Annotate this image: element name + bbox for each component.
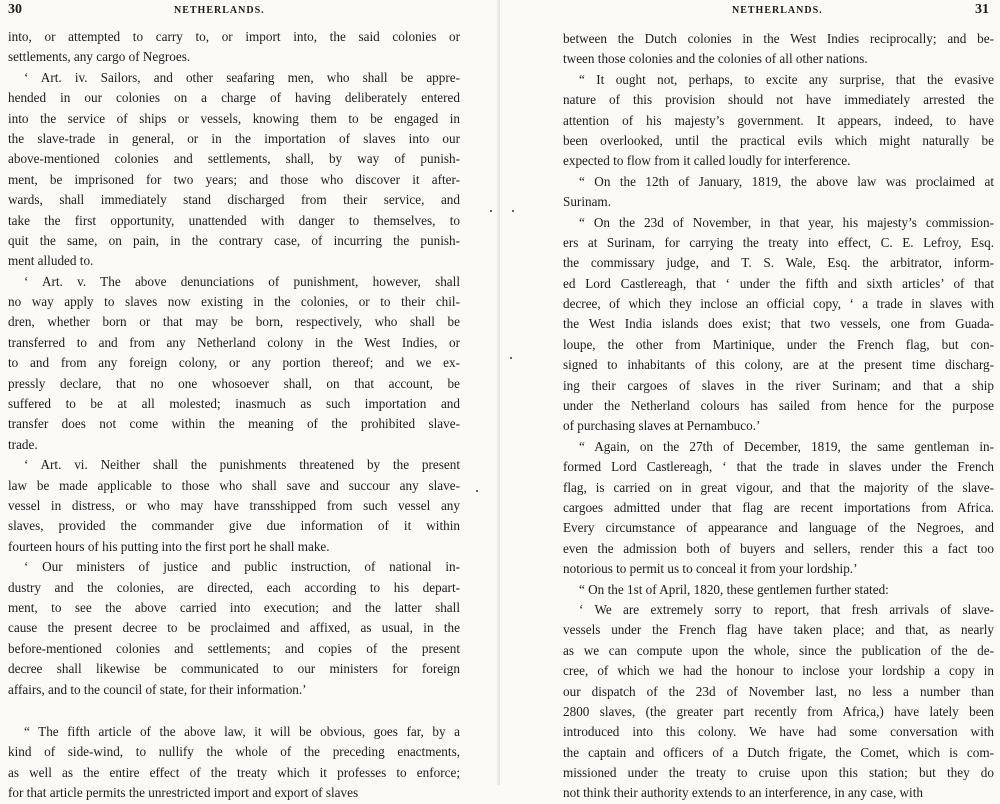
text-line: attention of his majesty’s government. It appears, indeed, to have — [563, 112, 994, 128]
text-line: as well as the entire effect of the treaty which it professes to enforce; — [8, 764, 460, 780]
text-line: “ On the 1st of April, 1820, these gentlemen further stated: — [579, 581, 889, 597]
text-line: ed Lord Castlereagh, that ‘ under the fifth and sixth articles’ of that — [563, 275, 994, 291]
text-line: expected to flow from it called loudly for interference. — [563, 153, 851, 169]
paragraph-gap — [8, 700, 460, 722]
text-line: no way apply to slaves now existing in the colonies, or to their chil- — [8, 294, 460, 310]
margin-speck — [490, 210, 492, 212]
text-line: fourteen hours of his putting into the first port he shall make. — [8, 538, 330, 554]
text-line: the slave-trade in general, or in the importation of slaves into our — [8, 130, 460, 146]
text-line: above-mentioned colonies and settlements, shall, by way of punish- — [8, 151, 460, 167]
text-line: notorious to permit us to conceal it from your lordship.’ — [563, 561, 858, 577]
text-line: decree, of which they inclose an official copy, ‘ a trade in slaves with — [563, 296, 994, 312]
text-line: take the first opportunity, unattended with danger to themselves, to — [8, 212, 460, 228]
text-line: under the Netherland colours has sailed from hence for the purpose — [563, 398, 994, 414]
text-column — [563, 29, 994, 804]
text-line: “ Again, on the 27th of December, 1819, the same gentleman in- — [579, 438, 994, 454]
text-line: the commissary judge, and T. S. Wale, Esq. the arbitrator, inform- — [563, 255, 994, 271]
text-line: introduced into this colony. We have had some conversation with — [563, 724, 994, 740]
text-line: trade. — [8, 436, 38, 452]
text-line: quit the same, on pain, in the contrary case, of incurring the punish- — [8, 232, 460, 248]
text-line: dustry and the colonies, are directed, each according to his depart- — [8, 579, 460, 595]
text-line: tween those colonies and the colonies of all other nations. — [563, 51, 868, 67]
page-number: 30 — [8, 2, 22, 17]
margin-speck — [476, 490, 478, 492]
text-line: kind of side-wind, to nullify the whole of the preceding enactments, — [8, 744, 460, 760]
text-line: vessel in distress, or who may have transshipped from such vessel any — [8, 497, 460, 513]
text-line: even the admission both of buyers and sellers, render this a fact too — [563, 540, 994, 556]
page-number: 31 — [975, 2, 989, 17]
text-line: of purchasing slaves at Pernambuco.’ — [563, 418, 761, 434]
text-line: “ On the 23d of November, in that year, his majesty’s commission- — [579, 214, 994, 230]
text-line: “ The fifth article of the above law, it will be obvious, goes far, by a — [24, 723, 460, 739]
running-head: NETHERLANDS. — [174, 5, 265, 16]
text-line: suffered to be at all molested; inasmuch as such importation and — [8, 396, 460, 412]
text-line: into the service of ships or vessels, knowing them to be engaged in — [8, 110, 460, 126]
text-line: been overlooked, until the practical evils which might naturally be — [563, 132, 994, 148]
text-line: ‘ Our ministers of justice and public instruction, of national in- — [24, 559, 460, 575]
text-line: for that article permits the unrestricted import and export of slaves — [8, 785, 359, 801]
text-line: into, or attempted to carry to, or import into, the said colonies or — [8, 29, 460, 44]
text-line: ‘ Art. v. The above denunciations of punishment, however, shall — [24, 273, 460, 289]
text-line: cause the present decree to be proclaimed and affixed, as usual, in the — [8, 620, 460, 636]
text-line: ment, be imprisoned for two years; and those who discover it after- — [8, 171, 460, 187]
text-line: the West India islands does exist; that two vessels, one from Guada- — [563, 316, 994, 332]
text-line: cargoes admitted under that flag are recent importations from Africa. — [563, 499, 994, 515]
text-line: the captain and officers of a Dutch frigate, the Comet, which is com- — [563, 744, 994, 760]
text-line: transfer does not come within the meaning of the prohibited slave- — [8, 416, 460, 432]
text-line: nature of this provision should not have immediately arrested the — [563, 92, 994, 108]
text-line: missioned under the treaty to cruise upon this station; but they do — [563, 765, 994, 781]
running-head: NETHERLANDS. — [732, 5, 823, 16]
text-line: our dispatch of the 23d of November last, no less a number than — [563, 683, 994, 699]
text-line: between the Dutch colonies in the West Indies reciprocally; and be- — [563, 31, 994, 46]
margin-speck — [512, 210, 514, 212]
text-line: “ It ought not, perhaps, to excite any surprise, that the evasive — [579, 71, 994, 87]
text-line: law be made applicable to those who shall save and succour any slave- — [8, 477, 460, 493]
text-line: not think their authority extends to an interference, in any case, with — [563, 785, 923, 801]
text-line: before-mentioned colonies and settlements; and copies of the present — [8, 640, 460, 656]
text-line: cree, of which we had the honour to inclose your lordship a copy in — [563, 663, 994, 679]
text-line: hended in our colonies on a charge of having deliberately entered — [8, 90, 460, 106]
margin-speck — [510, 357, 512, 359]
text-line: ers at Surinam, for carrying the treaty into effect, C. E. Lefroy, Esq. — [563, 234, 994, 250]
text-line: Every circumstance of appearance and language of the Negroes, and — [563, 520, 994, 536]
text-line: to and from any foreign colony, or any portion thereof; and we ex- — [8, 355, 460, 371]
left-page — [0, 0, 500, 801]
text-line: ment alluded to. — [8, 253, 94, 269]
text-line: affairs, and to the council of state, for their information.’ — [8, 681, 307, 697]
text-line: ‘ We are extremely sorry to report, that fresh arrivals of slave- — [579, 601, 994, 617]
text-line: 2800 slaves, (the greater part recently from Africa,) have lately been — [563, 703, 994, 719]
text-line: ‘ Art. iv. Sailors, and other seafaring men, who shall be appre- — [24, 69, 460, 85]
text-line: pressly declare, that no one whosoever shall, on that account, be — [8, 375, 460, 391]
text-line: flag, is carried on in great vigour, and that the majority of the slave- — [563, 479, 994, 495]
text-line: signed to inhabitants of this colony, are at the present time discharg- — [563, 357, 994, 373]
right-page — [500, 0, 1000, 801]
text-line: dren, whether born or that may be born, respectively, who shall be — [8, 314, 460, 330]
text-line: transferred to and from any Netherland colony in the West Indies, or — [8, 334, 460, 350]
text-line: decree shall likewise be communicated to our ministers for foreign — [8, 661, 460, 677]
text-line: wards, shall immediately stand discharged from their service, and — [8, 192, 460, 208]
text-column — [8, 27, 460, 803]
text-line: settlements, any cargo of Negroes. — [8, 49, 191, 65]
text-line: ‘ Art. vi. Neither shall the punishments threatened by the present — [24, 457, 460, 473]
text-line: ing their cargoes of slaves in the river Surinam; and that a ship — [563, 377, 994, 393]
text-line: formed Lord Castlereagh, ‘ that the trade in slaves under the French — [563, 459, 994, 475]
text-line: vessels under the French flag have taken place; and that, as nearly — [563, 622, 994, 638]
text-line: as we can compute upon the whole, since the publication of the de- — [563, 642, 994, 658]
text-line: “ On the 12th of January, 1819, the above law was proclaimed at — [579, 173, 994, 189]
text-line: loupe, the other from Martinique, under the French flag, but con- — [563, 336, 994, 352]
text-line: Surinam. — [563, 194, 611, 210]
text-line: ment, to see the above carried into execution; and the latter shall — [8, 599, 460, 615]
text-line: slaves, provided the commander give due information of it within — [8, 518, 460, 534]
